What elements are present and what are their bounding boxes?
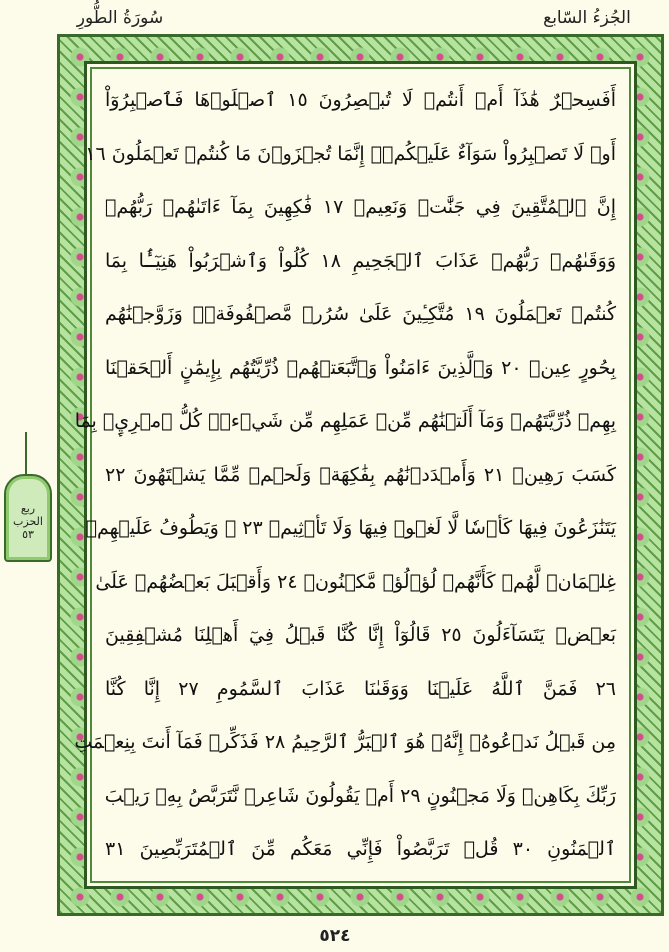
verse-line-7: بِهِمۡ ذُرِّيَّتَهُمۡ وَمَآ أَلَتۡنَٰهُم مِّنۡ عَمَلِهِم مِّن شَيۡءٖۚ كُلُّ ٱمۡرِيِٕۭ بِمَا	[74, 410, 616, 432]
text-area	[74, 61, 637, 889]
hizb-label: الحزب	[13, 515, 43, 528]
verse-line-11: بَعۡضٖ يَتَسَآءَلُونَ ٢٥ قَالُوٓاْ إِنَّا كُنَّا قَبۡلُ فِيٓ أَهۡلِنَا مُشۡفِقِينَ	[105, 624, 616, 646]
verse-line-4: وَوَقَىٰهُمۡ رَبُّهُمۡ عَذَابَ ٱلۡجَحِيمِ ١٨ كُلُواْ وَٱشۡرَبُواْ هَنِيٓـَٔۢا بِمَا	[105, 249, 616, 272]
verse-line-15: ٱلۡمَنُونِ ٣٠ قُلۡ تَرَبَّصُواْ فَإِنِّي مَعَكُم مِّنَ ٱلۡمُتَرَبِّصِينَ ٣١	[105, 838, 616, 860]
surah-title: سُورَةُ الطُّورِ	[76, 8, 164, 28]
hizb-quarter: ربع	[20, 502, 36, 515]
verse-line-8: كَسَبَ رَهِينٞ ٢١ وَأَمۡدَدۡنَٰهُم بِفَٰكِهَةٖ وَلَحۡمٖ مِّمَّا يَشۡتَهُونَ ٢٢	[105, 463, 616, 486]
verse-line-13: مِن قَبۡلُ نَدۡعُوهُۖ إِنَّهُۥ هُوَ ٱلۡبَرُّ ٱلرَّحِيمُ ٢٨ فَذَكِّرۡ فَمَآ أَنتَ بِنِعۡمَتِ	[74, 731, 616, 753]
hizb-text	[4, 502, 52, 541]
hizb-stem-ornament	[25, 432, 27, 474]
verse-line-5: كُنتُمۡ تَعۡمَلُونَ ١٩ مُتَّكِـِٔينَ عَلَىٰ سُرُرٖ مَّصۡفُوفَةٖۖ وَزَوَّجۡنَٰهُم	[105, 303, 616, 325]
juz-title: الجُزءُ السّابع	[543, 8, 631, 28]
hizb-number: ٥٣	[22, 528, 34, 541]
hizb-marker	[2, 432, 52, 564]
verse-line-9: يَتَنَٰزَعُونَ فِيهَا كَأۡسٗا لَّا لَغۡوٞ فِيهَا وَلَا تَأۡثِيمٞ ٢٣ ۞ وَيَطُوفُ عَلَيۡهِمۡ	[85, 517, 616, 539]
verse-line-2: أَوۡ لَا تَصۡبِرُواْ سَوَآءٌ عَلَيۡكُمۡۖ إِنَّمَا تُجۡزَوۡنَ مَا كُنتُمۡ تَعۡمَلُونَ ١٦	[85, 142, 616, 165]
verse-line-6: بِحُورٍ عِينٖ ٢٠ وَٱلَّذِينَ ءَامَنُواْ وَٱتَّبَعَتۡهُمۡ ذُرِّيَّتُهُم بِإِيمَٰنٍ أَلۡحَقۡنَا	[105, 356, 616, 379]
verse-line-12: ٢٦ فَمَنَّ ٱللَّهُ عَلَيۡنَا وَوَقَىٰنَا عَذَابَ ٱلسَّمُومِ ٢٧ إِنَّا كُنَّا	[105, 677, 616, 700]
verse-line-14: رَبِّكَ بِكَاهِنٖ وَلَا مَجۡنُونٍ ٢٩ أَمۡ يَقُولُونَ شَاعِرٞ نَّتَرَبَّصُ بِهِۦ رَيۡبَ	[104, 784, 616, 807]
verse-line-3: إِنَّ ٱلۡمُتَّقِينَ فِي جَنَّٰتٖ وَنَعِيمٖ ١٧ فَٰكِهِينَ بِمَآ ءَاتَىٰهُمۡ رَبُّهُمۡ	[105, 196, 617, 218]
page-number: ٥٢٤	[319, 926, 351, 946]
decorative-frame	[57, 34, 664, 916]
verse-line-10: غِلۡمَانٞ لَّهُمۡ كَأَنَّهُمۡ لُؤۡلُؤٞ مَّكۡنُونٞ ٢٤ وَأَقۡبَلَ بَعۡضُهُمۡ عَلَىٰ	[95, 570, 616, 593]
verses	[74, 74, 617, 877]
verse-line-1: أَفَسِحۡرٌ هَٰذَآ أَمۡ أَنتُمۡ لَا تُبۡصِرُونَ ١٥ ٱصۡلَوۡهَا فَٱصۡبِرُوٓاْ	[105, 89, 617, 111]
